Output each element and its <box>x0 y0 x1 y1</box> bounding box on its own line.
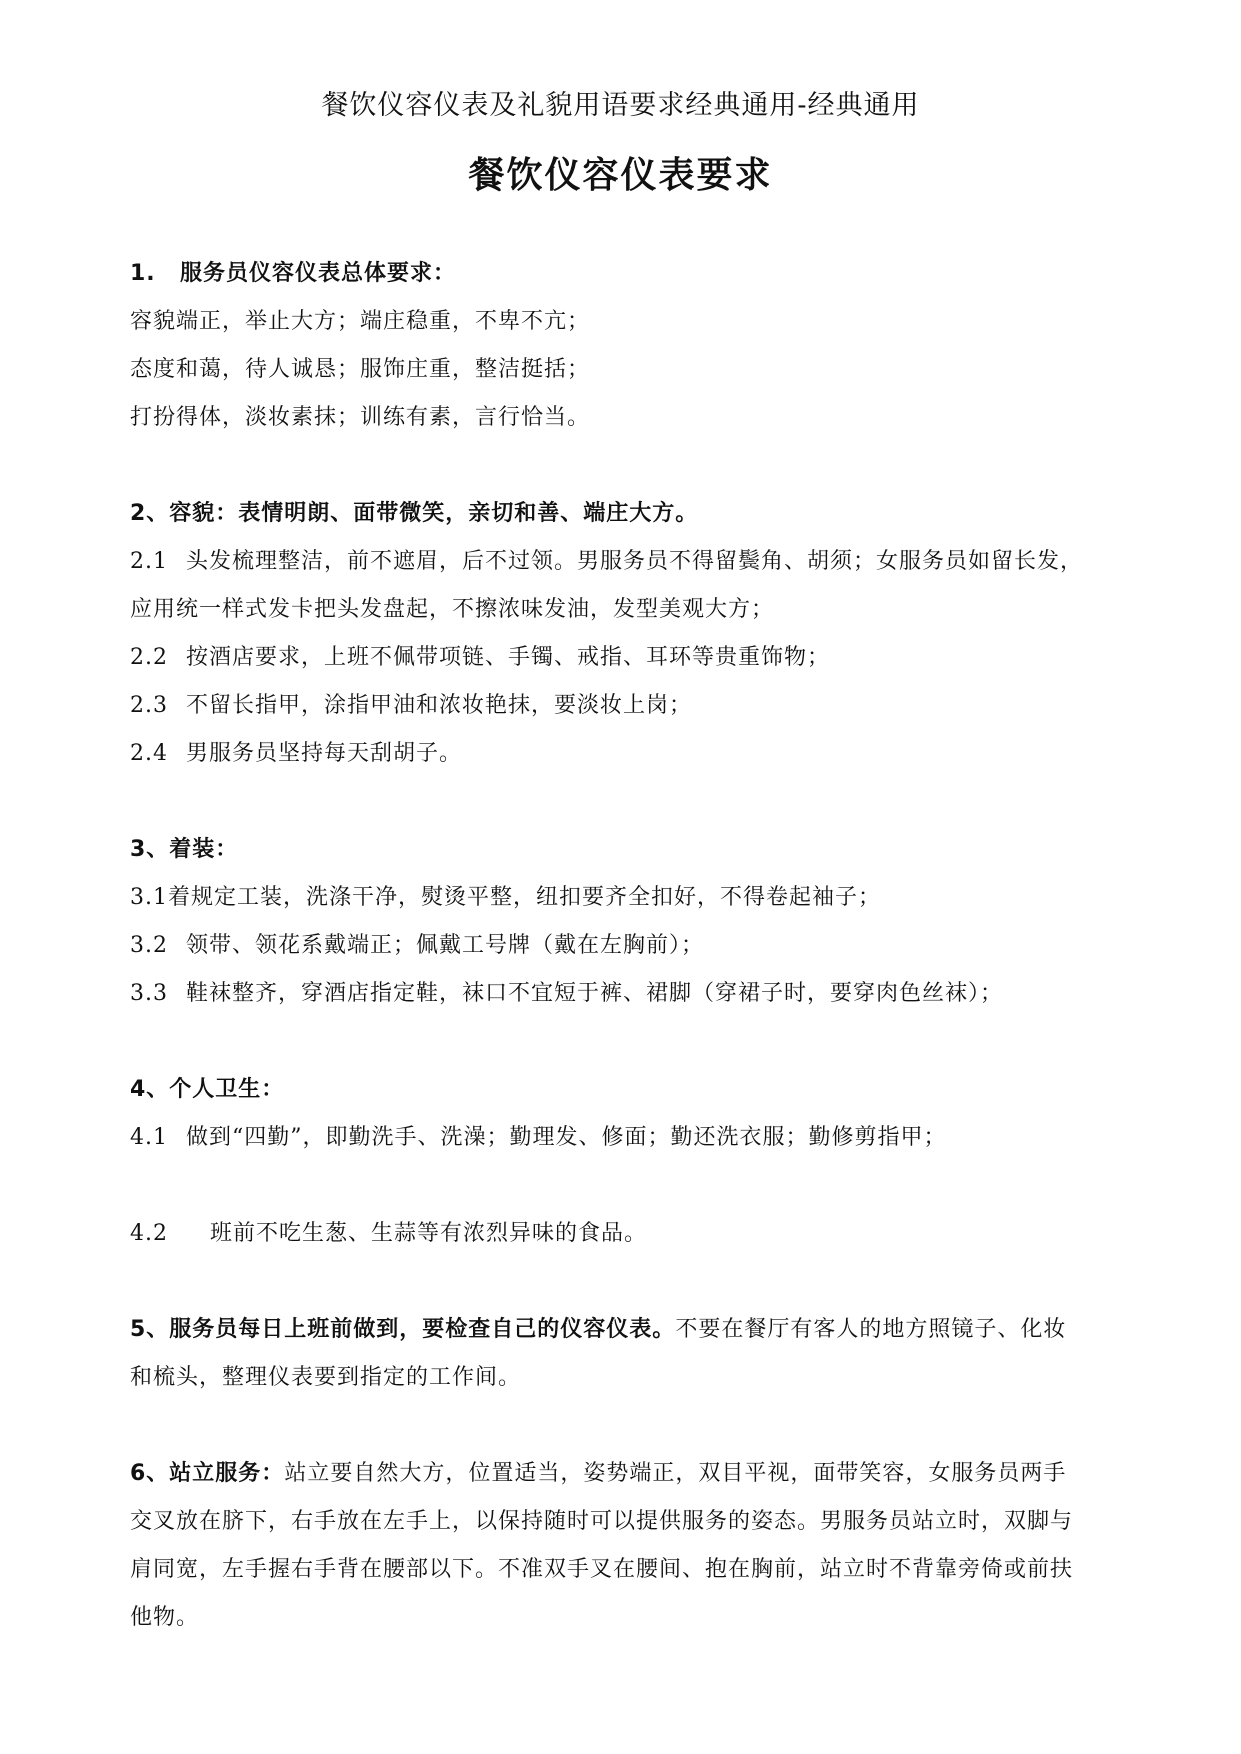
section-6-line-1: 站立要自然大方，位置适当，姿势端正，双目平视，面带笑容，女服务员两手 <box>284 1461 1067 1486</box>
section-1-title: 服务员仪容仪表总体要求： <box>180 261 457 286</box>
section-1-line-3: 打扮得体，淡妆素抹；训练有素，言行恰当。 <box>130 405 591 430</box>
item-number: 3.3 <box>130 981 168 1006</box>
section-2-item-1 <box>130 546 1130 578</box>
section-1-line-2: 态度和蔼，待人诚恳；服饰庄重，整洁挺括； <box>130 357 591 382</box>
section-2-item-2 <box>130 642 1130 674</box>
section-2-item-3 <box>130 690 1130 722</box>
section-6-line-2: 交叉放在脐下，右手放在左手上，以保持随时可以提供服务的姿态。男服务员站立时，双脚与 <box>130 1509 1074 1534</box>
section-3-item-3 <box>130 978 1130 1010</box>
section-6-heading: 6、站立服务： <box>130 1461 285 1486</box>
section-1-number: 1. <box>130 261 156 286</box>
section-2-heading: 2、容貌：表情明朗、面带微笑，亲切和善、端庄大方。 <box>130 501 699 526</box>
item-number: 2.3 <box>130 693 168 718</box>
section-6-paragraph <box>130 1458 1130 1490</box>
item-text: 头发梳理整洁，前不遮眉，后不过领。男服务员不得留鬓角、胡须；女服务员如留长发， <box>186 549 1084 574</box>
section-3-heading: 3、着装： <box>130 837 239 862</box>
section-1-line-1: 容貌端正，举止大方；端庄稳重，不卑不亢； <box>130 309 591 334</box>
item-number: 2.2 <box>130 645 168 670</box>
section-2-item-1-continued: 应用统一样式发卡把头发盘起，不擦浓味发油，发型美观大方； <box>130 597 775 622</box>
section-3-item-2 <box>130 930 1130 962</box>
item-text: 着规定工装，洗涤干净，熨烫平整，纽扣要齐全扣好，不得卷起袖子； <box>168 885 882 910</box>
item-number: 3.1 <box>130 885 168 910</box>
item-number: 4.2 <box>130 1221 168 1246</box>
section-5-paragraph <box>130 1314 1130 1346</box>
main-title: 餐饮仪容仪表要求 <box>468 155 773 196</box>
section-1-heading <box>130 258 1130 290</box>
item-text: 不留长指甲，涂指甲油和浓妆艳抹，要淡妆上岗； <box>186 693 693 718</box>
item-number: 2.1 <box>130 549 168 574</box>
item-number: 4.1 <box>130 1125 168 1150</box>
item-number: 3.2 <box>130 933 168 958</box>
document-title: 餐饮仪容仪表及礼貌用语要求经典通用-经典通用 <box>321 90 920 121</box>
item-text: 做到“四勤”，即勤洗手、洗澡；勤理发、修面；勤还洗衣服；勤修剪指甲； <box>186 1125 947 1150</box>
item-text: 班前不吃生葱、生蒜等有浓烈异味的食品。 <box>210 1221 648 1246</box>
item-text: 男服务员坚持每天刮胡子。 <box>186 741 463 766</box>
section-6-line-3: 肩同宽，左手握右手背在腰部以下。不准双手叉在腰间、抱在胸前，站立时不背靠旁倚或前扶 <box>130 1557 1074 1582</box>
section-2-item-4 <box>130 738 1130 770</box>
item-text: 鞋袜整齐，穿酒店指定鞋，袜口不宜短于裤、裙脚（穿裙子时，要穿肉色丝袜）； <box>186 981 1004 1006</box>
item-text: 领带、领花系戴端正；佩戴工号牌（戴在左胸前）； <box>186 933 705 958</box>
section-6-line-4: 他物。 <box>130 1605 200 1630</box>
section-3-item-1 <box>130 882 1130 914</box>
section-5-text: 不要在餐厅有客人的地方照镜子、化妆 <box>675 1317 1067 1342</box>
section-4-heading: 4、个人卫生： <box>130 1077 285 1102</box>
section-5-heading: 5、服务员每日上班前做到，要检查自己的仪容仪表。 <box>130 1317 676 1342</box>
item-number: 2.4 <box>130 741 168 766</box>
section-5-continued: 和梳头，整理仪表要到指定的工作间。 <box>130 1365 522 1390</box>
section-4-item-1 <box>130 1122 1130 1154</box>
section-4-item-2 <box>130 1218 1130 1250</box>
item-text: 按酒店要求，上班不佩带项链、手镯、戒指、耳环等贵重饰物； <box>186 645 831 670</box>
